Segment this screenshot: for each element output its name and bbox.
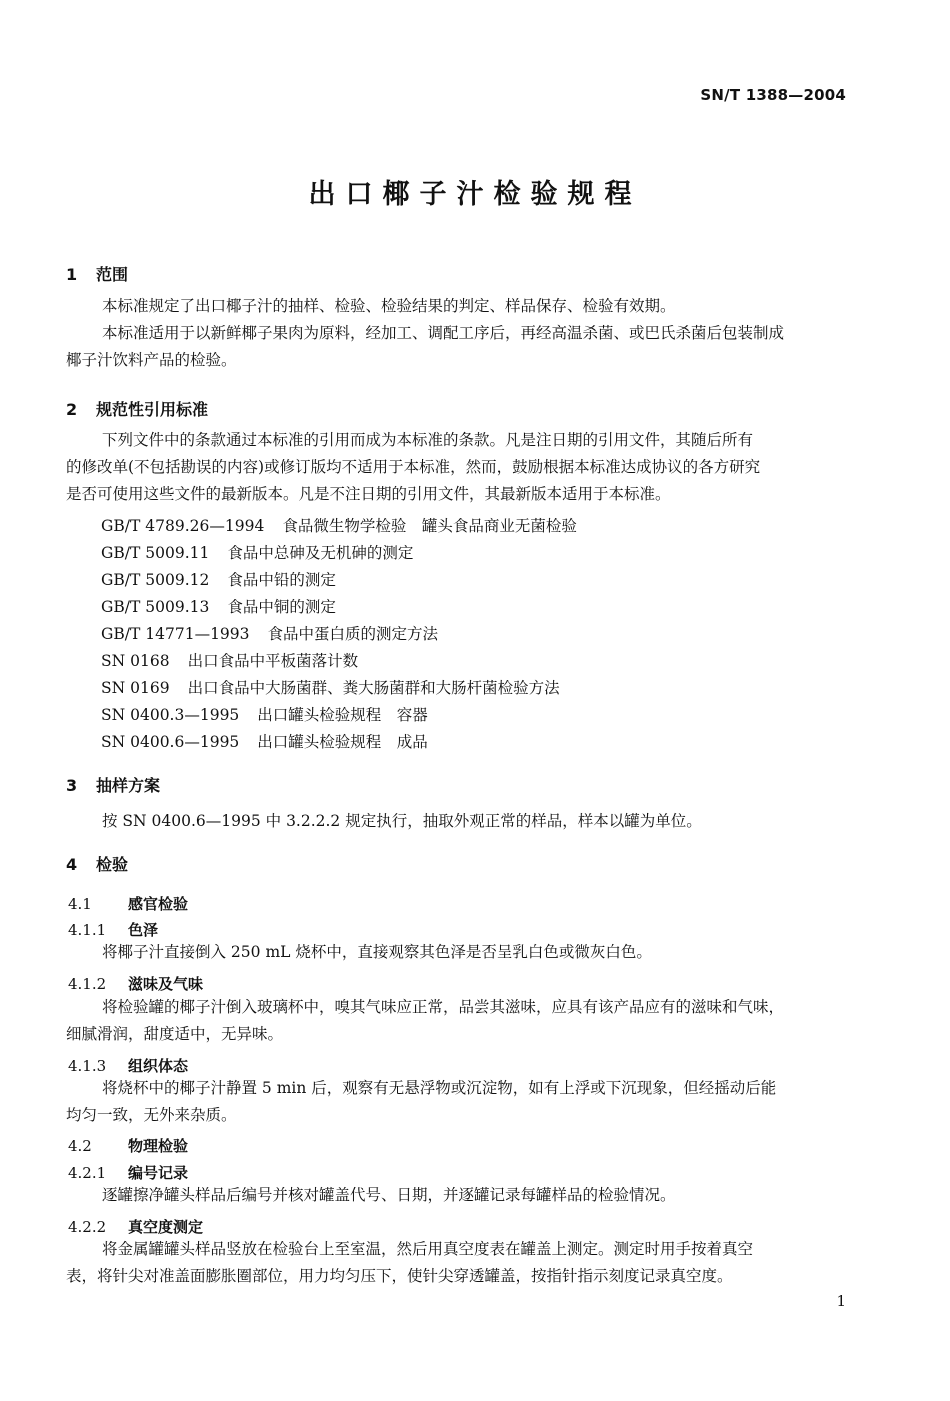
reference-title: 食品中蛋白质的测定方法 bbox=[267, 625, 439, 643]
paragraph-line: 本标准规定了出口椰子汁的抽样、检验、检验结果的判定、样品保存、检验有效期。 bbox=[102, 297, 676, 315]
paragraph-scope-2 bbox=[66, 320, 856, 374]
paragraph-scope-1 bbox=[66, 293, 856, 320]
standard-code: SN/T 1388—2004 bbox=[700, 86, 846, 104]
subsection-number: 4.1 bbox=[68, 895, 92, 913]
reference-item bbox=[101, 730, 428, 752]
page-number: 1 bbox=[836, 1292, 846, 1310]
reference-code: SN 0400.3—1995 bbox=[101, 706, 240, 724]
section-number: 2 bbox=[66, 400, 78, 419]
paragraph-4-2-1 bbox=[66, 1182, 856, 1209]
paragraph-sampling bbox=[66, 808, 856, 835]
paragraph-line: 将检验罐的椰子汁倒入玻璃杯中，嗅其气味应正常，品尝其滋味，应具有该产品应有的滋味和气味， bbox=[102, 998, 785, 1016]
subsection-number: 4.1.3 bbox=[68, 1057, 107, 1075]
subsection-number: 4.2.2 bbox=[68, 1218, 107, 1236]
paragraph-line: 将金属罐罐头样品竖放在检验台上至室温，然后用真空度表在罐盖上测定。测定时用手按着真空 bbox=[102, 1240, 754, 1258]
reference-title: 出口食品中平板菌落计数 bbox=[187, 652, 359, 670]
reference-code: GB/T 5009.12 bbox=[101, 571, 210, 589]
subsection-heading-4-2-1 bbox=[68, 1162, 188, 1183]
section-title: 检验 bbox=[96, 855, 129, 874]
subsection-heading-4-2 bbox=[68, 1135, 188, 1156]
reference-code: SN 0400.6—1995 bbox=[101, 733, 240, 751]
reference-title: 出口罐头检验规程 容器 bbox=[257, 706, 428, 724]
reference-title: 食品中铜的测定 bbox=[227, 598, 336, 616]
reference-code: SN 0169 bbox=[101, 679, 170, 697]
section-heading-2 bbox=[66, 397, 208, 420]
section-heading-4 bbox=[66, 852, 128, 875]
section-number: 1 bbox=[66, 265, 78, 284]
paragraph-line: 将烧杯中的椰子汁静置 5 min 后，观察有无悬浮物或沉淀物，如有上浮或下沉现象，但经摇动后能 bbox=[102, 1079, 777, 1097]
reference-item bbox=[101, 595, 336, 617]
reference-item bbox=[101, 622, 438, 644]
subsection-heading-4-1-3 bbox=[68, 1055, 188, 1076]
paragraph-line: 细腻滑润，甜度适中，无异味。 bbox=[66, 1025, 284, 1043]
section-title: 规范性引用标准 bbox=[96, 400, 209, 419]
subsection-title: 滋味及气味 bbox=[128, 975, 204, 993]
subsection-title: 物理检验 bbox=[128, 1137, 189, 1155]
reference-title: 出口罐头检验规程 成品 bbox=[257, 733, 428, 751]
subsection-heading-4-2-2 bbox=[68, 1216, 203, 1237]
reference-code: GB/T 5009.13 bbox=[101, 598, 210, 616]
reference-item bbox=[101, 676, 560, 698]
reference-item bbox=[101, 541, 413, 563]
section-heading-1 bbox=[66, 262, 128, 285]
paragraph-normative-refs bbox=[66, 427, 856, 508]
section-number: 4 bbox=[66, 855, 78, 874]
paragraph-4-1-1 bbox=[66, 939, 856, 966]
paragraph-line: 下列文件中的条款通过本标准的引用而成为本标准的条款。凡是注日期的引用文件，其随后所有 bbox=[102, 431, 754, 449]
paragraph-4-2-2 bbox=[66, 1236, 856, 1290]
subsection-heading-4-1 bbox=[68, 893, 188, 914]
paragraph-line: 将椰子汁直接倒入 250 mL 烧杯中，直接观察其色泽是否呈乳白色或微灰白色。 bbox=[102, 943, 652, 961]
paragraph-line: 本标准适用于以新鲜椰子果肉为原料，经加工、调配工序后，再经高温杀菌、或巴氏杀菌后包装制成 bbox=[102, 324, 785, 342]
reference-title: 食品中总砷及无机砷的测定 bbox=[227, 544, 414, 562]
reference-item bbox=[101, 568, 336, 590]
reference-code: GB/T 5009.11 bbox=[101, 544, 210, 562]
subsection-heading-4-1-2 bbox=[68, 973, 203, 994]
paragraph-line: 均匀一致，无外来杂质。 bbox=[66, 1106, 237, 1124]
paragraph-line: 表，将针尖对准盖面膨胀圈部位，用力均匀压下，使针尖穿透罐盖，按指针指示刻度记录真空度。 bbox=[66, 1267, 733, 1285]
subsection-number: 4.1.1 bbox=[68, 921, 107, 939]
reference-item bbox=[101, 514, 577, 536]
reference-code: GB/T 4789.26—1994 bbox=[101, 517, 265, 535]
subsection-title: 真空度测定 bbox=[128, 1218, 204, 1236]
paragraph-line: 是否可使用这些文件的最新版本。凡是不注日期的引用文件，其最新版本适用于本标准。 bbox=[66, 485, 671, 503]
subsection-title: 编号记录 bbox=[128, 1164, 189, 1182]
section-title: 抽样方案 bbox=[96, 776, 161, 795]
subsection-title: 色泽 bbox=[128, 921, 159, 939]
subsection-number: 4.2 bbox=[68, 1137, 92, 1155]
reference-code: GB/T 14771—1993 bbox=[101, 625, 250, 643]
reference-item bbox=[101, 649, 358, 671]
paragraph-line: 的修改单(不包括勘误的内容)或修订版均不适用于本标准，然而，鼓励根据本标准达成协议的各方研究 bbox=[66, 458, 761, 476]
reference-title: 出口食品中大肠菌群、粪大肠菌群和大肠杆菌检验方法 bbox=[187, 679, 560, 697]
section-heading-3 bbox=[66, 773, 160, 796]
section-number: 3 bbox=[66, 776, 78, 795]
paragraph-line: 逐罐擦净罐头样品后编号并核对罐盖代号、日期，并逐罐记录每罐样品的检验情况。 bbox=[102, 1186, 676, 1204]
reference-item bbox=[101, 703, 428, 725]
subsection-title: 组织体态 bbox=[128, 1057, 189, 1075]
paragraph-line: 椰子汁饮料产品的检验。 bbox=[66, 351, 237, 369]
paragraph-4-1-3 bbox=[66, 1075, 856, 1129]
reference-code: SN 0168 bbox=[101, 652, 170, 670]
reference-title: 食品中铅的测定 bbox=[227, 571, 336, 589]
section-title: 范围 bbox=[96, 265, 129, 284]
reference-title: 食品微生物学检验 罐头食品商业无菌检验 bbox=[282, 517, 577, 535]
subsection-number: 4.2.1 bbox=[68, 1164, 107, 1182]
subsection-title: 感官检验 bbox=[128, 895, 189, 913]
paragraph-4-1-2 bbox=[66, 994, 856, 1048]
paragraph-line: 按 SN 0400.6—1995 中 3.2.2.2 规定执行，抽取外观正常的样品，样本以罐为单位。 bbox=[102, 812, 702, 830]
subsection-number: 4.1.2 bbox=[68, 975, 107, 993]
document-title: 出口椰子汁检验规程 bbox=[308, 179, 642, 210]
subsection-heading-4-1-1 bbox=[68, 919, 158, 940]
